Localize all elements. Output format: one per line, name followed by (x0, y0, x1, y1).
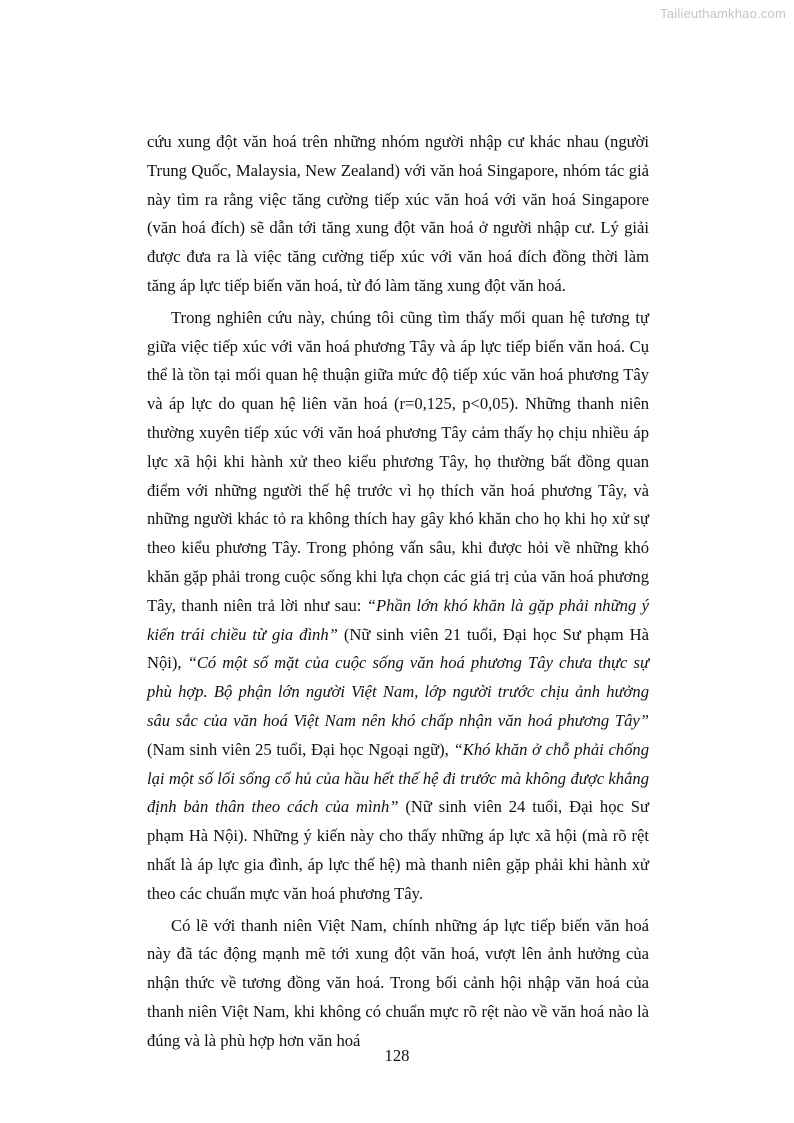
body-text (147, 128, 649, 1056)
quote-female-student-21: “Phần lớn khó khăn là gặp phải những ý kiến trái chiều từ gia đình” (147, 595, 649, 644)
quote-male-student-25: “Có một số mặt của cuộc sống văn hoá phương Tây chưa thực sự phù hợp. Bộ phận lớn người Việt Nam, lớp người trước chịu ảnh hưởng sâu sắc của văn hoá Việt Nam nên khó chấp nhận văn hoá phương Tây” (147, 653, 649, 730)
paragraph-2-text: Trong nghiên cứu này, chúng tôi cũng tìm thấy mối quan hệ tương tự giữa việc tiếp xúc với văn hoá phương Tây và áp lực tiếp biến văn hoá. Cụ thể là tồn tại mối quan hệ thuận giữa mức độ tiếp xúc văn hoá phương Tây và áp lực do quan hệ liên văn hoá (r=0,125, p<0,05). Những thanh niên thường xuyên tiếp xúc với văn hoá phương Tây cảm thấy họ chịu nhiều áp lực xã hội khi hành xử theo kiểu phương Tây, họ thường bất đồng quan điểm với những người thế hệ trước vì họ thích văn hoá phương Tây, và những người khác tỏ ra không thích hay gây khó khăn cho họ khi họ xử sự theo kiểu phương Tây. Trong phỏng vấn sâu, khi được hỏi về những khó khăn gặp phải trong cuộc sống khi lựa chọn các giá trị của văn hoá phương Tây, thanh niên trả lời như sau: (147, 307, 649, 615)
attribution-text: (Nữ sinh viên 21 tuổi, Đại học Sư phạm Hà Nội), (147, 624, 649, 673)
quote-female-student-24: “Khó khăn ở chỗ phải chống lại một số lối sống cổ hủ của hầu hết thế hệ đi trước mà không được khẳng định bản thân theo cách của mình” (147, 739, 649, 817)
paragraph-2 (147, 304, 649, 909)
paragraph-1 (147, 128, 649, 301)
paragraph-1-text: cứu xung đột văn hoá trên những nhóm người nhập cư khác nhau (người Trung Quốc, Malaysia, New Zealand) với văn hoá Singapore, nhóm tác giả này tìm ra rằng việc tăng cường tiếp xúc văn hoá với văn hoá Singapore (văn hoá đích) sẽ dẫn tới tăng xung đột văn hoá ở người nhập cư. Lý giải được đưa ra là việc tăng cường tiếp xúc với văn hoá đích đồng thời làm tăng áp lực tiếp biến văn hoá, từ đó làm tăng xung đột văn hoá. (147, 132, 649, 295)
page-number: 128 (384, 1046, 410, 1065)
paragraph-2-conclusion: (Nữ sinh viên 24 tuổi, Đại học Sư phạm Hà Nội). Những ý kiến này cho thấy những áp lực xã hội (mà rõ rệt nhất là áp lực gia đình, áp lực thế hệ) mà thanh niên gặp phải khi hành xử theo các chuẩn mực văn hoá phương Tây. (147, 797, 649, 903)
paragraph-3-text: Có lẽ với thanh niên Việt Nam, chính những áp lực tiếp biến văn hoá này đã tác động mạnh mẽ tới xung đột văn hoá, vượt lên ảnh hưởng của nhận thức về tương đồng văn hoá. Trong bối cảnh hội nhập văn hoá của thanh niên Việt Nam, khi không có chuẩn mực rõ rệt nào về văn hoá nào là đúng và là phù hợp hơn văn hoá (147, 915, 649, 1050)
paragraph-3 (147, 912, 649, 1056)
attribution-text: (Nam sinh viên 25 tuổi, Đại học Ngoại ngữ), (147, 739, 454, 759)
watermark: Tailieuthamkhao.com (660, 6, 786, 21)
